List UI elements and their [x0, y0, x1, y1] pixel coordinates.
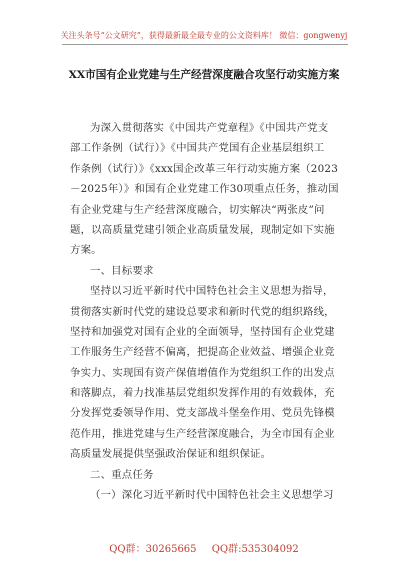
section-line: 坚持和加强党对国有企业的全面领导，坚持国有企业党建	[70, 325, 335, 338]
section-line: 争实力、实现国有资产保值增值作为党组织工作的出发点	[70, 366, 335, 379]
section-line: 高质量发展提供坚强政治保证和组织保证。	[70, 448, 272, 461]
section-line: 范作用，推进党建与生产经营深度融合，为全市国有企业	[70, 427, 335, 440]
section-line: 和落脚点，着力找准基层党组织发挥作用的有效载体，充	[70, 387, 335, 400]
qq-group-2: QQ群:535304092	[211, 544, 299, 555]
intro-line: 有企业党建与生产经营深度融合，切实解决“两张皮”问	[70, 203, 325, 216]
intro-line: －2025年）》和国有企业党建工作30项重点任务，推动国	[70, 183, 339, 196]
section-line: 贯彻落实新时代党的建设总要求和新时代党的组织路线，	[70, 305, 335, 318]
section-line: 工作服务生产经营不偏离，把提高企业效益、增强企业竞	[70, 346, 335, 359]
section-line: 坚持以习近平新时代中国特色社会主义思想为指导，	[90, 285, 334, 298]
footer-contact	[0, 540, 408, 555]
intro-line: 作条例（试行）》《xxx国企改革三年行动实施方案（2023	[70, 162, 339, 175]
header-divider	[62, 44, 348, 45]
header-banner: 关注头条号“公文研究”，获得最新最全最专业的公文资料库！ 微信：gongwenyj	[60, 31, 348, 40]
intro-line: 部工作条例（试行）》《中国共产党国有企业基层组织工	[70, 142, 325, 155]
qq-group-1: QQ群：30265665	[109, 544, 197, 555]
document-body	[70, 118, 350, 505]
section-heading: 一、目标要求	[90, 264, 154, 277]
intro-line: 方案。	[70, 244, 102, 257]
intro-line: 题，以高质量党建引领企业高质量发展，现制定如下实施	[70, 223, 335, 236]
document-title: XX市国有企业党建与生产经营深度融合攻坚行动实施方案	[68, 69, 340, 81]
intro-line: 为深入贯彻落实《中国共产党章程》《中国共产党支	[90, 122, 329, 134]
section-heading: 二、重点任务	[90, 468, 154, 481]
subsection-heading: （一）深化习近平新时代中国特色社会主义思想学习	[90, 489, 334, 502]
section-line: 分发挥党委领导作用、党支部战斗堡垒作用、党员先锋模	[70, 407, 335, 420]
